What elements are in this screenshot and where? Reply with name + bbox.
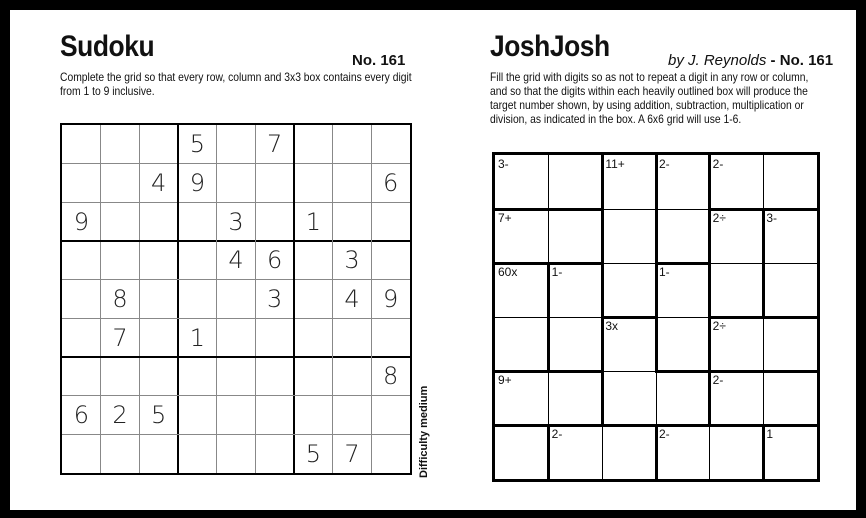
josh-gridline	[656, 317, 710, 318]
josh-cell[interactable]	[549, 317, 603, 371]
josh-gridline	[549, 317, 603, 318]
sudoku-cell[interactable]: 4	[228, 246, 244, 275]
sudoku-cell[interactable]: 4	[344, 285, 360, 313]
sudoku-cell[interactable]	[178, 434, 217, 473]
josh-instructions: Fill the grid with digits so as not to repeat a digit in any row or column, and so that the digits within each heavily outlined box will produce the target number shown, by using addition, subtraction, multiplication or division, as indicated in the box. A 6x6 grid will use 1-6.	[490, 70, 809, 126]
sudoku-gridline	[62, 202, 410, 203]
josh-cell[interactable]	[549, 263, 603, 317]
josh-gridline	[548, 155, 549, 209]
sudoku-cell[interactable]: 6	[267, 246, 283, 275]
cage-border	[708, 262, 711, 318]
sudoku-cell[interactable]: 5	[151, 401, 167, 430]
cage-border	[762, 316, 818, 319]
cage-border	[547, 316, 550, 372]
sudoku-cell[interactable]	[333, 164, 372, 203]
josh-cell[interactable]	[763, 425, 817, 479]
josh-cell[interactable]	[549, 155, 603, 209]
josh-cell[interactable]	[710, 155, 764, 209]
josh-gridline	[602, 371, 656, 372]
cage-border	[709, 208, 765, 211]
josh-cell[interactable]	[763, 317, 817, 371]
cage-clue: 1	[766, 427, 774, 441]
sudoku-cell[interactable]: 1	[305, 207, 321, 236]
sudoku-cell[interactable]	[139, 241, 178, 280]
cage-border	[494, 370, 550, 373]
sudoku-cell[interactable]	[62, 241, 101, 280]
josh-cell[interactable]	[495, 155, 549, 209]
cage-border	[494, 424, 550, 427]
sudoku-gridline	[293, 125, 295, 473]
sudoku-title: Sudoku	[60, 30, 155, 63]
sudoku-cell[interactable]	[217, 318, 256, 357]
josh-gridline	[602, 263, 656, 264]
sudoku-instructions: Complete the grid so that every row, column and 3x3 box contains every digit from 1 to 9 inclusive.	[60, 70, 412, 98]
josh-cell[interactable]	[549, 209, 603, 263]
cage-clue: 3-	[766, 211, 777, 225]
cage-border	[655, 316, 658, 372]
sudoku-cell[interactable]	[139, 434, 178, 473]
sudoku-cell[interactable]	[333, 396, 372, 435]
joshjosh-grid[interactable]	[492, 152, 820, 482]
josh-gridline	[495, 317, 549, 318]
difficulty-label: Difficulty medium	[418, 385, 430, 478]
josh-cell[interactable]	[710, 371, 764, 425]
josh-title: JoshJosh	[490, 30, 610, 63]
cage-clue: 3x	[605, 319, 619, 333]
josh-number: No. 161	[779, 52, 834, 69]
cage-border	[601, 370, 604, 426]
josh-cell[interactable]	[710, 317, 764, 371]
sudoku-cell[interactable]	[294, 357, 333, 396]
cage-border	[494, 208, 550, 211]
sudoku-cell[interactable]	[294, 280, 333, 319]
sudoku-cell[interactable]	[255, 357, 294, 396]
josh-cell[interactable]	[602, 263, 656, 317]
sudoku-cell[interactable]	[255, 318, 294, 357]
josh-cell[interactable]	[549, 371, 603, 425]
josh-gridline	[710, 263, 764, 264]
josh-cell[interactable]	[602, 371, 656, 425]
sudoku-cell[interactable]	[62, 434, 101, 473]
josh-cell[interactable]	[710, 209, 764, 263]
cage-border	[762, 262, 765, 318]
sudoku-cell[interactable]: 9	[73, 207, 89, 236]
sudoku-cell[interactable]: 3	[267, 285, 283, 313]
sudoku-gridline	[62, 279, 410, 280]
sudoku-cell[interactable]	[178, 280, 217, 319]
cage-border	[762, 424, 765, 480]
cage-border	[601, 262, 604, 318]
josh-gridline	[763, 317, 764, 371]
sudoku-cell[interactable]	[371, 434, 410, 473]
sudoku-cell[interactable]	[294, 241, 333, 280]
sudoku-cell[interactable]	[139, 125, 178, 164]
sudoku-cell[interactable]	[294, 396, 333, 435]
sudoku-cell[interactable]: 6	[383, 168, 399, 197]
sudoku-gridline	[216, 125, 217, 473]
sudoku-gridline	[62, 318, 410, 319]
josh-cell[interactable]	[656, 425, 710, 479]
sudoku-cell[interactable]: 9	[189, 168, 205, 197]
cage-border	[655, 262, 711, 265]
cage-clue: 2-	[551, 427, 563, 441]
cage-clue: 2-	[712, 373, 724, 387]
josh-gridline	[656, 371, 657, 425]
josh-cell[interactable]	[549, 425, 603, 479]
cage-border	[708, 208, 711, 264]
sudoku-cell[interactable]	[255, 164, 294, 203]
josh-gridline	[548, 209, 549, 263]
josh-cell[interactable]	[763, 209, 817, 263]
sudoku-gridline	[139, 125, 140, 473]
josh-cell[interactable]	[656, 209, 710, 263]
sudoku-cell[interactable]	[139, 280, 178, 319]
sudoku-gridline	[62, 163, 410, 164]
cage-border	[655, 262, 658, 318]
sudoku-cell[interactable]: 3	[344, 246, 360, 275]
sudoku-cell[interactable]	[217, 396, 256, 435]
sudoku-cell[interactable]	[178, 357, 217, 396]
cage-border	[762, 208, 818, 211]
josh-cell[interactable]	[495, 209, 549, 263]
sudoku-gridline	[100, 125, 101, 473]
sudoku-number: No. 161	[352, 52, 406, 69]
sudoku-cell[interactable]	[371, 396, 410, 435]
josh-gridline	[763, 371, 764, 425]
sudoku-gridline	[255, 125, 256, 473]
sudoku-cell[interactable]: 8	[383, 362, 399, 391]
cage-border	[708, 154, 711, 210]
sudoku-cell[interactable]	[333, 202, 372, 241]
sudoku-cell[interactable]	[371, 241, 410, 280]
sudoku-cell[interactable]	[101, 241, 140, 280]
josh-cell[interactable]	[495, 263, 549, 317]
josh-cell[interactable]	[763, 263, 817, 317]
josh-cell[interactable]	[602, 209, 656, 263]
sudoku-cell[interactable]	[333, 318, 372, 357]
cage-clue: 2-	[659, 157, 670, 171]
josh-gridline	[602, 425, 603, 479]
josh-gridline	[709, 425, 710, 479]
josh-gridline	[763, 155, 764, 209]
josh-byline: by J. Reynolds	[668, 52, 767, 69]
sudoku-cell[interactable]	[371, 202, 410, 241]
cage-border	[708, 370, 711, 426]
sudoku-cell[interactable]	[217, 125, 256, 164]
sudoku-cell[interactable]: 5	[305, 439, 321, 468]
sudoku-cell[interactable]: 2	[112, 401, 128, 430]
sudoku-cell[interactable]	[62, 125, 101, 164]
cage-border	[601, 316, 657, 319]
sudoku-cell[interactable]	[62, 357, 101, 396]
sudoku-cell[interactable]	[371, 318, 410, 357]
josh-gridline	[602, 209, 656, 210]
sudoku-cell[interactable]: 7	[267, 130, 283, 159]
sudoku-cell[interactable]	[333, 125, 372, 164]
cage-clue: 7+	[498, 211, 512, 225]
sudoku-cell[interactable]	[294, 318, 333, 357]
josh-gridline	[656, 209, 710, 210]
sudoku-cell[interactable]	[371, 125, 410, 164]
josh-cell[interactable]	[763, 371, 817, 425]
sudoku-cell[interactable]: 6	[73, 401, 89, 430]
sudoku-cell[interactable]	[255, 434, 294, 473]
cage-border	[709, 424, 765, 427]
josh-cell[interactable]	[602, 425, 656, 479]
sudoku-cell[interactable]	[139, 357, 178, 396]
cage-border	[548, 262, 604, 265]
cage-border	[762, 370, 818, 373]
sudoku-cell[interactable]	[62, 164, 101, 203]
sudoku-grid[interactable]	[60, 123, 412, 475]
josh-cell[interactable]	[495, 425, 549, 479]
sudoku-cell[interactable]: 8	[112, 285, 128, 313]
sudoku-cell[interactable]	[294, 164, 333, 203]
sudoku-cell[interactable]	[217, 434, 256, 473]
sudoku-cell[interactable]	[178, 241, 217, 280]
cage-clue: 3-	[498, 157, 509, 171]
sudoku-cell[interactable]	[294, 125, 333, 164]
sudoku-cell[interactable]: 7	[112, 323, 128, 352]
sudoku-cell[interactable]	[101, 202, 140, 241]
cage-clue: 60x	[498, 265, 518, 279]
sudoku-gridline	[371, 125, 372, 473]
sudoku-cell[interactable]	[101, 434, 140, 473]
sudoku-gridline	[62, 356, 410, 358]
sudoku-cell[interactable]: 1	[189, 323, 205, 352]
sudoku-cell[interactable]	[101, 164, 140, 203]
cage-clue: 2÷	[712, 211, 726, 225]
cage-clue: 2-	[659, 427, 670, 441]
cage-border	[709, 316, 765, 319]
josh-cell[interactable]	[602, 317, 656, 371]
josh-gridline	[763, 263, 817, 264]
cage-border	[762, 424, 818, 427]
sudoku-cell[interactable]	[217, 280, 256, 319]
sudoku-cell[interactable]: 4	[151, 168, 167, 197]
sudoku-cell[interactable]	[217, 164, 256, 203]
sudoku-cell[interactable]	[178, 396, 217, 435]
cage-border	[655, 424, 658, 480]
cage-border	[655, 154, 658, 210]
cage-border	[708, 316, 711, 372]
sudoku-gridline	[332, 125, 333, 473]
josh-credit: by J. Reynolds - No. 161	[668, 52, 834, 69]
cage-border	[547, 262, 550, 318]
josh-cell[interactable]	[763, 155, 817, 209]
sudoku-cell[interactable]	[62, 280, 101, 319]
josh-cell[interactable]	[495, 371, 549, 425]
cage-border	[548, 424, 604, 427]
sudoku-cell[interactable]	[139, 202, 178, 241]
sudoku-cell[interactable]	[178, 202, 217, 241]
cage-border	[601, 424, 657, 427]
josh-cell[interactable]	[602, 155, 656, 209]
cage-clue: 2÷	[712, 319, 726, 333]
cage-border	[655, 424, 711, 427]
josh-cell[interactable]	[656, 263, 710, 317]
sudoku-gridline	[62, 434, 410, 435]
sudoku-cell[interactable]: 5	[189, 130, 205, 159]
sudoku-cell[interactable]	[101, 125, 140, 164]
cage-clue: 11+	[605, 157, 625, 171]
cage-border	[655, 370, 711, 373]
sudoku-cell[interactable]: 9	[383, 285, 399, 313]
josh-cell[interactable]	[495, 317, 549, 371]
josh-cell[interactable]	[656, 371, 710, 425]
cage-border	[548, 370, 604, 373]
cage-border	[762, 208, 765, 264]
josh-cell[interactable]	[710, 263, 764, 317]
cage-border	[601, 316, 604, 372]
sudoku-gridline	[62, 395, 410, 396]
sudoku-cell[interactable]: 3	[228, 207, 244, 236]
cage-border	[548, 208, 604, 211]
sudoku-cell[interactable]	[333, 357, 372, 396]
josh-gridline	[548, 371, 549, 425]
cage-clue: 9+	[498, 373, 512, 387]
cage-border	[709, 370, 765, 373]
cage-border	[494, 262, 550, 265]
sudoku-cell[interactable]	[62, 318, 101, 357]
sudoku-cell[interactable]: 7	[344, 439, 360, 468]
josh-cell[interactable]	[710, 425, 764, 479]
sudoku-cell[interactable]	[255, 396, 294, 435]
cage-clue: 2-	[712, 157, 724, 171]
josh-cell[interactable]	[656, 317, 710, 371]
sudoku-cell[interactable]	[255, 202, 294, 241]
josh-cell[interactable]	[656, 155, 710, 209]
cage-border	[655, 208, 658, 264]
sudoku-gridline	[177, 125, 179, 473]
sudoku-gridline	[62, 240, 410, 242]
cage-clue: 1-	[659, 265, 670, 279]
sudoku-cell[interactable]	[139, 318, 178, 357]
cage-border	[601, 154, 604, 210]
cage-border	[601, 208, 604, 264]
cage-border	[547, 424, 550, 480]
sudoku-cell[interactable]	[217, 357, 256, 396]
cage-clue: 1-	[551, 265, 563, 279]
sudoku-cell[interactable]	[101, 357, 140, 396]
